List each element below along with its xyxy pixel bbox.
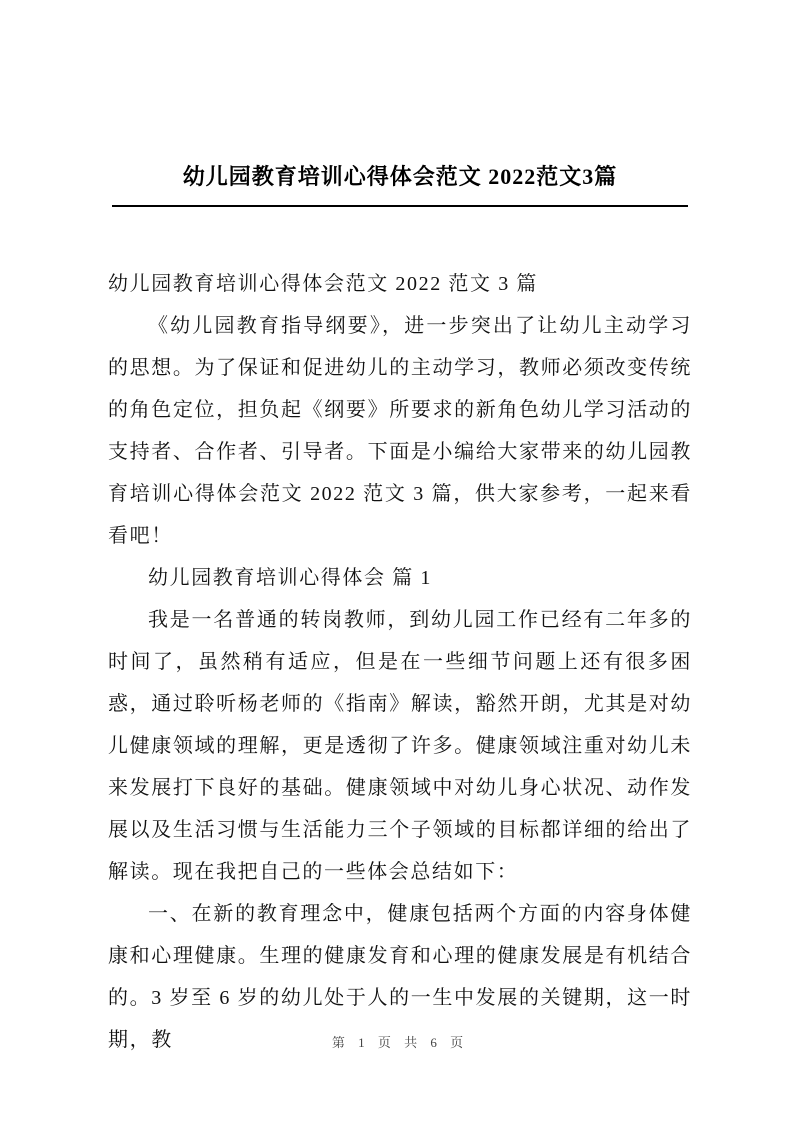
- page-number-label: 第 1 页 共 6 页: [331, 1035, 469, 1050]
- page-footer: [0, 1032, 800, 1051]
- paragraph-body-1: 我是一名普通的转岗教师，到幼儿园工作已经有二年多的时间了，虽然稍有适应，但是在一些细节问题上还有很多困惑，通过聆听杨老师的《指南》解读，豁然开朗，尤其是对幼儿健康领域的理解，更是透彻了许多。健康领域注重对幼儿未来发展打下良好的基础。健康领域中对幼儿身心状况、动作发展以及生活习惯与生活能力三个子领域的目标都详细的给出了解读。现在我把自己的一些体会总结如下：: [108, 609, 692, 883]
- document-body: [108, 263, 692, 1061]
- paragraph-intro: 《幼儿园教育指导纲要》，进一步突出了让幼儿主动学习的思想。为了保证和促进幼儿的主动学习，教师必须改变传统的角色定位，担负起《纲要》所要求的新角色幼儿学习活动的支持者、合作者、引导者。下面是小编给大家带来的幼儿园教育培训心得体会范文 2022 范文 3 篇，供大家参考，一起来看看吧！: [108, 315, 692, 547]
- paragraph-heading-line: 幼儿园教育培训心得体会范文 2022 范文 3 篇: [108, 273, 538, 295]
- document-header: [112, 0, 688, 207]
- document-title: 幼儿园教育培训心得体会范文 2022范文3篇: [182, 164, 618, 189]
- paragraph-body-2: 一、在新的教育理念中，健康包括两个方面的内容身体健康和心理健康。生理的健康发育和心理的健康发展是有机结合的。3 岁至 6 岁的幼儿处于人的一生中发展的关键期，这一时期，教: [108, 903, 692, 1051]
- paragraph-section-title: 幼儿园教育培训心得体会 篇 1: [148, 567, 432, 589]
